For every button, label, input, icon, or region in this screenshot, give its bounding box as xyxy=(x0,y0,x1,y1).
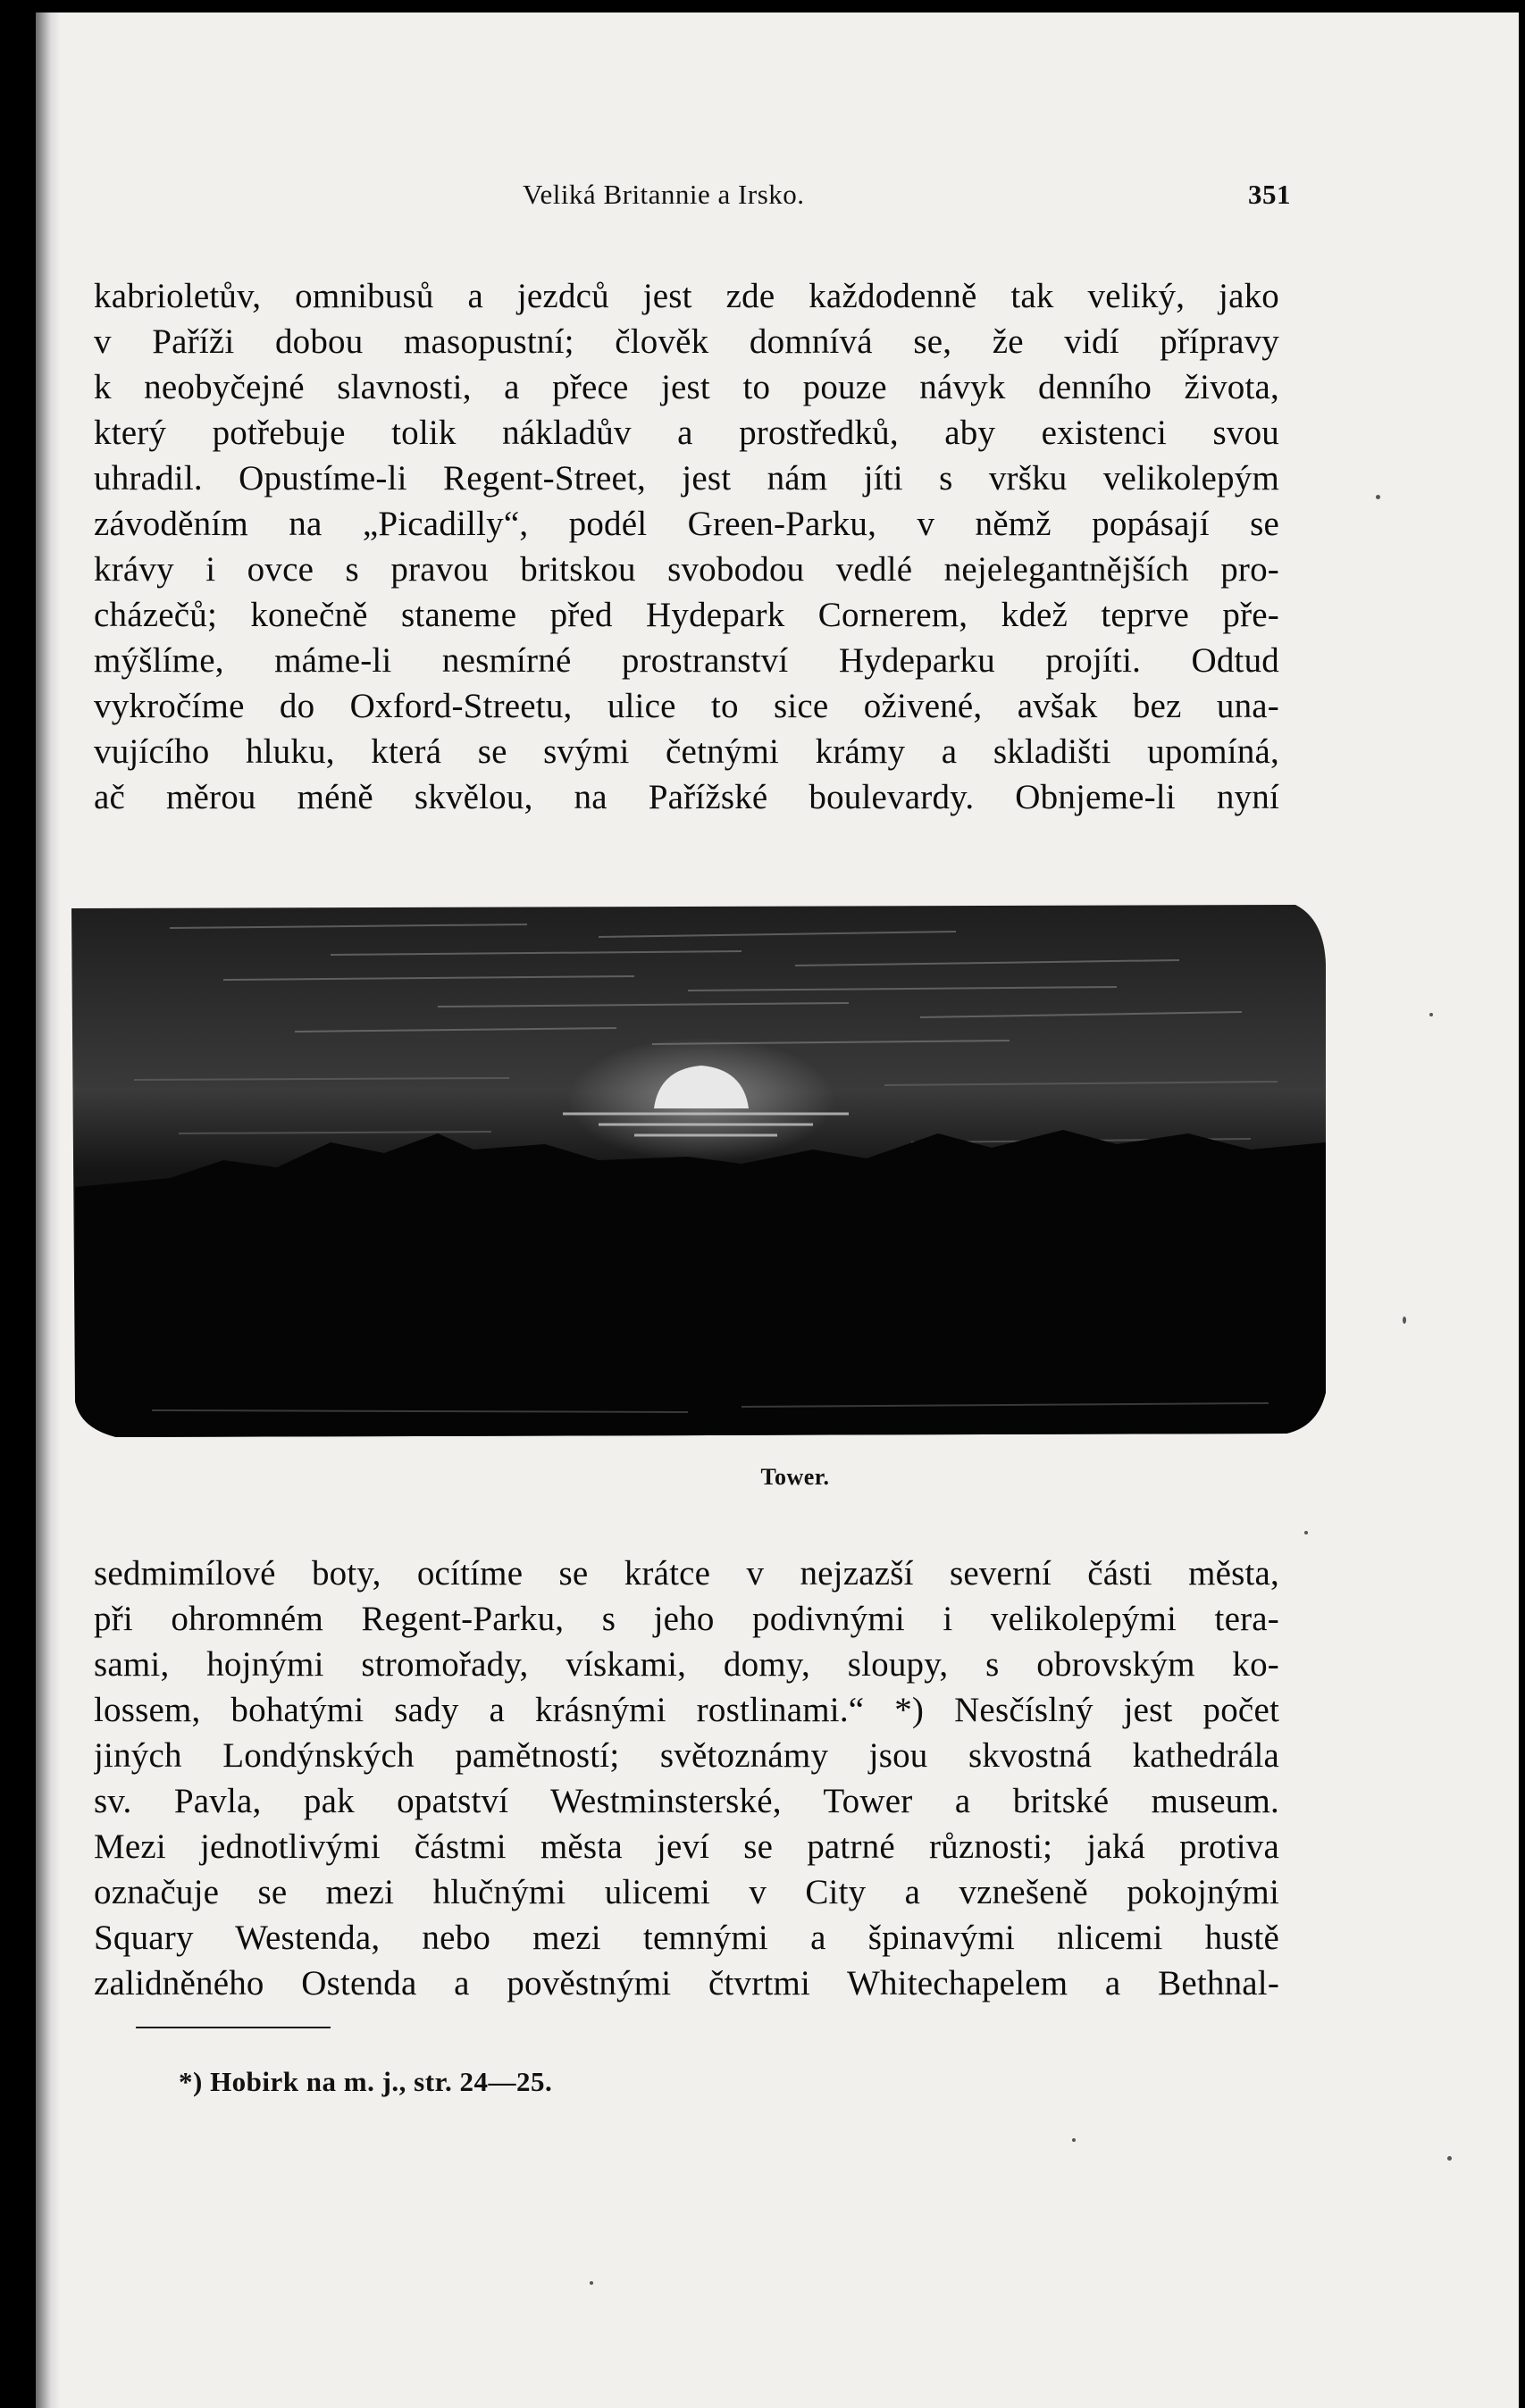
book-page xyxy=(36,13,1519,2408)
caption-text: Tower. xyxy=(760,1464,830,1490)
header-title: Veliká Britannie a Irsko. xyxy=(523,179,805,210)
scan-speck xyxy=(1376,495,1380,499)
text-line: vujícího hluku, která se svými četnými krámy a skladišti upomíná, xyxy=(94,732,1279,771)
running-header xyxy=(487,179,1291,214)
text-line: k neobyčejné slavnosti, a přece jest to pouze návyk denního života, xyxy=(94,368,1279,406)
text-line: Squary Westenda, nebo mezi temnými a špinavými nlicemi hustě xyxy=(94,1919,1279,1957)
paragraph-upper xyxy=(94,273,1279,820)
page-number: 351 xyxy=(1248,179,1291,210)
page-gutter-shadow xyxy=(36,13,61,2408)
footnote: *) Hobirk na m. j., str. 24—25. xyxy=(179,2066,553,2097)
text-line: uhradil. Opustíme-li Regent-Street, jest nám jíti s vršku velikolepým xyxy=(94,459,1279,497)
text-line: jiných Londýnských pamětností; světoznámy jsou skvostná kathedrála xyxy=(94,1736,1279,1775)
text-line: sedmimílové boty, ocítíme se krátce v nejzazší severní části města, xyxy=(94,1554,1279,1593)
text-line: závoděním na „Picadilly“, podél Green-Parku, v němž popásají se xyxy=(94,505,1279,543)
scan-speck xyxy=(1403,1317,1406,1324)
scan-speck xyxy=(1429,1013,1433,1016)
text-line: cházečů; konečně staneme před Hydepark Cornerem, kdež teprve pře- xyxy=(94,596,1279,634)
figure-caption xyxy=(36,1464,1519,1491)
text-line: kabrioletův, omnibusů a jezdců jest zde každodenně tak veliký, jako xyxy=(94,277,1279,315)
text-line: při ohromném Regent-Parku, s jeho podivnými i velikolepými tera- xyxy=(94,1600,1279,1638)
text-line: krávy i ovce s pravou britskou svobodou vedlé nejelegantnějších pro- xyxy=(94,550,1279,589)
tower-illustration xyxy=(63,865,1331,1446)
scan-speck xyxy=(1447,2156,1452,2161)
text-line: lossem, bohatými sady a krásnými rostlinami.“ *) Nesčíslný jest počet xyxy=(94,1691,1279,1729)
text-line: který potřebuje tolik nákladův a prostředků, aby existenci svou xyxy=(94,414,1279,452)
text-line: ač měrou méně skvělou, na Pařížské boulevardy. Obnjeme-li nyní xyxy=(94,778,1279,816)
tower-silhouette xyxy=(75,1130,1326,1437)
text-line: sv. Pavla, pak opatství Westminsterské, Tower a britské museum. xyxy=(94,1782,1279,1820)
text-line: vykročíme do Oxford-Streetu, ulice to sice oživené, avšak bez una- xyxy=(94,687,1279,725)
scan-speck xyxy=(590,2281,593,2285)
text-line: Mezi jednotlivými částmi města jeví se patrné různosti; jaká protiva xyxy=(94,1827,1279,1866)
text-line: v Paříži dobou masopustní; člověk domnívá se, že vidí přípravy xyxy=(94,322,1279,361)
paragraph-lower xyxy=(94,1551,1279,2006)
text-line: označuje se mezi hlučnými ulicemi v City a vznešeně pokojnými xyxy=(94,1873,1279,1911)
footnote-rule xyxy=(136,2027,331,2028)
scan-speck xyxy=(1304,1531,1308,1534)
text-line: zalidněného Ostenda a pověstnými čtvrtmi Whitechapelem a Bethnal- xyxy=(94,1964,1279,2002)
scan-speck xyxy=(1072,2138,1076,2142)
illustration-engraving xyxy=(63,865,1331,1446)
text-line: sami, hojnými stromořady, vískami, domy, sloupy, s obrovským ko- xyxy=(94,1645,1279,1684)
text-line: mýšlíme, máme-li nesmírné prostranství Hydeparku projíti. Odtud xyxy=(94,641,1279,680)
